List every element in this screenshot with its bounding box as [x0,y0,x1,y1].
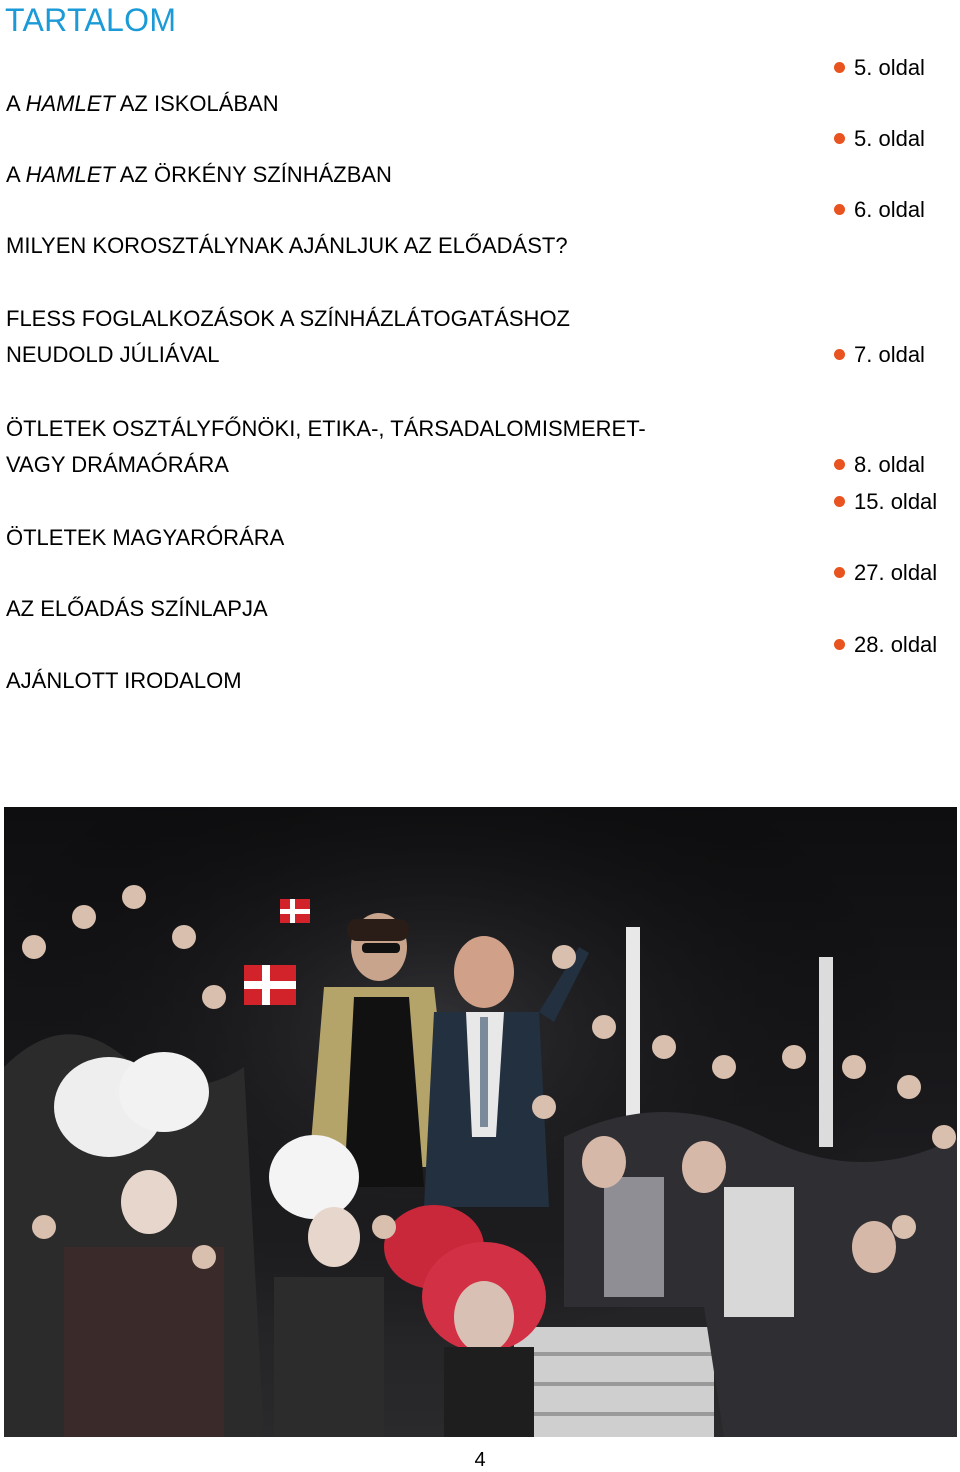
light-tube [819,957,833,1147]
light-tube [626,927,640,1117]
danish-flag [280,899,310,923]
toc-page-ref: 15. oldal [834,484,937,520]
bullet-dot-icon [834,496,845,507]
bullet-dot-icon [834,459,845,470]
bullet-dot-icon [834,639,845,650]
toc-page-ref: 27. oldal [834,555,937,591]
stage-stairs [514,1327,714,1437]
toc-entry-label: A HAMLET AZ ÖRKÉNY SZÍNHÁZBAN [6,162,392,187]
bullet-dot-icon [834,62,845,73]
toc-page-ref: 7. oldal [834,337,925,373]
toc-page-ref: 28. oldal [834,627,937,663]
toc-entry-label: A HAMLET AZ ISKOLÁBAN [6,91,279,116]
bullet-dot-icon [834,349,845,360]
toc-entry-label: AZ ELŐADÁS SZÍNLAPJA [6,596,268,621]
bullet-dot-icon [834,567,845,578]
stage-performance-photo [4,807,957,1437]
toc-page-ref: 8. oldal [834,447,925,483]
toc-entry-fless[interactable] [6,301,956,373]
toc-entry-label: AJÁNLOTT IRODALOM [6,668,242,693]
toc-entry-label: ÖTLETEK MAGYARÓRÁRA [6,525,285,550]
page-title: TARTALOM [5,2,177,38]
toc-entry-osztalyfonoki[interactable] [6,411,956,483]
toc-entry-label: MILYEN KOROSZTÁLYNAK AJÁNLJUK AZ ELŐADÁST? [6,233,568,258]
page-number: 4 [474,1449,486,1471]
toc-entry-label: ÖTLETEK OSZTÁLYFŐNÖKI, ETIKA-, TÁRSADALOMISMERET- VAGY DRÁMAÓRÁRA [6,416,646,477]
bullet-dot-icon [834,204,845,215]
danish-flag [244,965,296,1005]
toc-page-ref: 5. oldal [834,121,925,157]
toc-page-ref: 6. oldal [834,192,925,228]
toc-entry-label: FLESS FOGLALKOZÁSOK A SZÍNHÁZLÁTOGATÁSHOZ NEUDOLD JÚLIÁVAL [6,306,570,367]
toc-page-ref: 5. oldal [834,50,925,86]
bullet-dot-icon [834,133,845,144]
